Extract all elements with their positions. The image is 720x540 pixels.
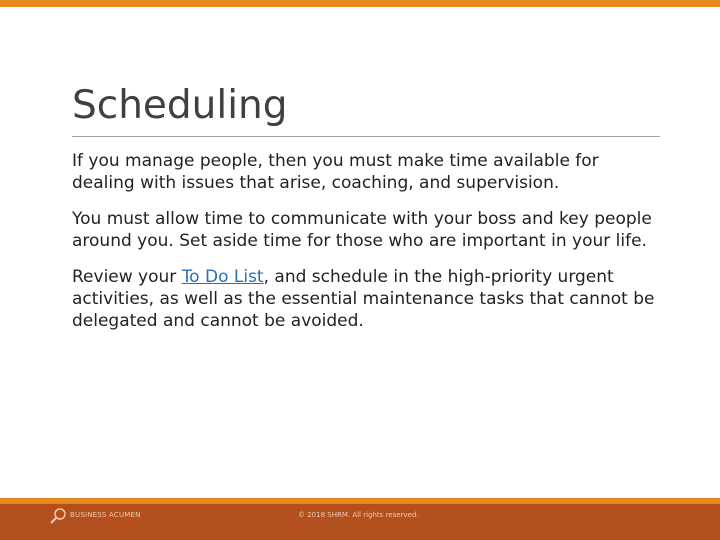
title-divider xyxy=(72,136,660,137)
slide-title: Scheduling xyxy=(72,83,288,128)
slide-body xyxy=(72,150,657,346)
paragraph-3-rest: , and schedule in the high-priority urgent activities, as well as the essential maintenance tasks that cannot be delegated and cannot be avoided. xyxy=(72,267,655,331)
paragraph-2: You must allow time to communicate with your boss and key people around you. Set aside time for those who are important in your life. xyxy=(72,209,652,251)
top-accent-bar xyxy=(0,0,720,7)
paragraph-3 xyxy=(72,266,657,332)
paragraph-1: If you manage people, then you must make time available for dealing with issues that arise, coaching, and supervision. xyxy=(72,151,599,193)
paragraph-3-lead: Review your xyxy=(72,267,182,287)
footer-band xyxy=(0,498,720,540)
footer-section-label: BUSINESS ACUMEN xyxy=(70,511,141,519)
footer-accent-bar xyxy=(0,498,720,504)
to-do-list-link[interactable]: To Do List xyxy=(181,267,264,287)
magnifier-logo-icon xyxy=(48,507,68,525)
footer-copyright: © 2018 SHRM. All rights reserved. xyxy=(298,511,419,519)
